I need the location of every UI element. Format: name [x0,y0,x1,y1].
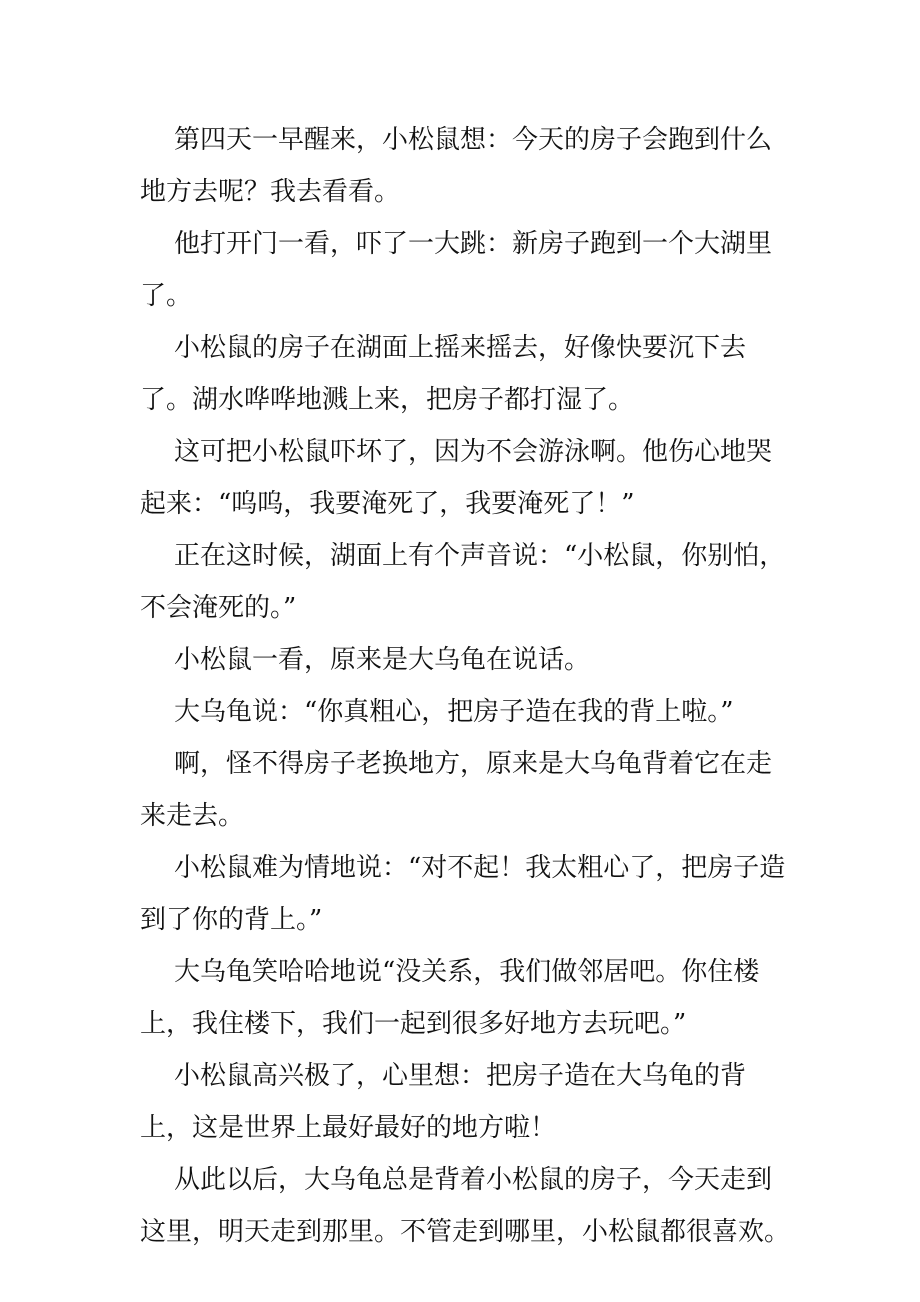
paragraph-7: 大乌龟说：“你真粗心，把房子造在我的背上啦。” [174,697,734,727]
paragraph-2: 他打开门一看，吓了一大跳：新房子跑到一个大湖里了。 [140,229,773,311]
paragraph-3: 小松鼠的房子在湖面上摇来摇去，好像快要沉下去了。湖水哗哗地溅上来，把房子都打湿了。 [140,333,747,415]
paragraph-1: 第四天一早醒来，小松鼠想：今天的房子会跑到什么地方去呢？我去看看。 [140,125,773,207]
paragraph-8: 啊，怪不得房子老换地方，原来是大乌龟背着它在走来走去。 [140,749,773,831]
paragraph-6: 小松鼠一看，原来是大乌龟在说话。 [174,645,591,675]
paragraph-10: 大乌龟笑哈哈地说“没关系，我们做邻居吧。你住楼上，我住楼下，我们一起到很多好地方去玩吧。” [140,957,760,1039]
story-text [140,114,790,1258]
paragraph-11: 小松鼠高兴极了，心里想：把房子造在大乌龟的背上，这是世界上最好最好的地方啦！ [140,1061,747,1143]
paragraph-5: 正在这时候，湖面上有个声音说：“小松鼠，你别怕，不会淹死的。” [140,541,786,623]
paragraph-12: 从此以后，大乌龟总是背着小松鼠的房子，今天走到这里，明天走到那里。不管走到哪里，小松鼠都很喜欢。 [140,1165,791,1247]
paragraph-4: 这可把小松鼠吓坏了，因为不会游泳啊。他伤心地哭起来：“呜呜，我要淹死了，我要淹死了！” [140,437,773,519]
paragraph-9: 小松鼠难为情地说：“对不起！我太粗心了，把房子造到了你的背上。” [140,853,786,935]
